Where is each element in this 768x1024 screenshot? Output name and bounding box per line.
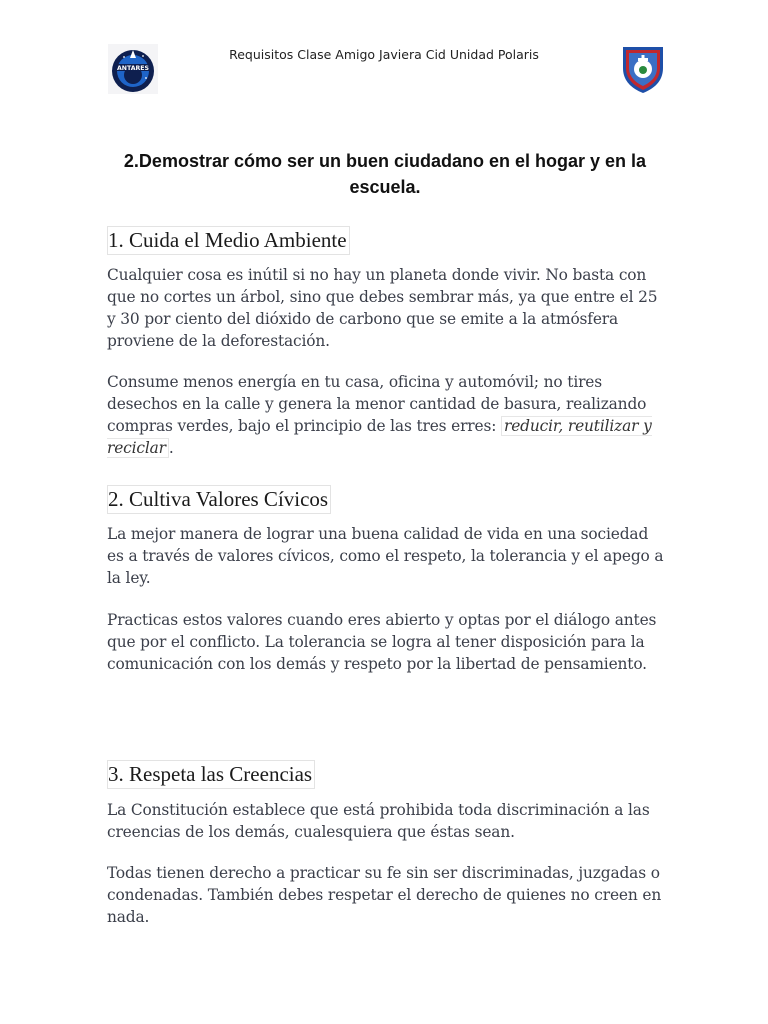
header-text: Requisitos Clase Amigo Javiera Cid Unidad Polaris [229, 47, 539, 62]
section-paragraph: Todas tienen derecho a practicar su fe sin ser discriminadas, juzgadas o condenadas. También debes respetar el derecho de quienes no creen en nada. [107, 864, 662, 926]
logo-text: ANTARES [117, 64, 149, 72]
section-heading: 2. Cultiva Valores Cívicos [107, 485, 331, 514]
paragraph-text: Consume menos energía en tu casa, oficina y automóvil; no tires desechos en la calle y genera la menor cantidad de basura, realizando compras verdes, bajo el principio de las tres erres: [107, 373, 647, 435]
section-valores-civicos [107, 485, 667, 675]
shield-logo-icon [620, 44, 666, 94]
section-paragraph [107, 371, 667, 459]
paragraph-end: . [168, 439, 174, 457]
section-creencias [107, 760, 667, 928]
section-paragraph: Practicas estos valores cuando eres abierto y optas por el diálogo antes que por el conflicto. La tolerancia se logra al tener disposición para la comunicación con los demás y respeto por la libertad de pensamiento. [107, 611, 657, 673]
emphasis-text: reducir, reutilizar y reciclar [107, 417, 652, 457]
section-medio-ambiente [107, 226, 667, 459]
page-title: 2.Demostrar cómo ser un buen ciudadano en el hogar y en la escuela. [123, 151, 647, 197]
page-header [0, 0, 768, 100]
section-heading: 3. Respeta las Creencias [107, 760, 315, 789]
section-paragraph: Cualquier cosa es inútil si no hay un planeta donde vivir. No basta con que no cortes un árbol, sino que debes sembrar más, ya que entre el 25 y 30 por ciento del dióxido de carbono que se emite a la atmósfera proviene de la deforestación. [107, 266, 658, 350]
section-paragraph: La Constitución establece que está prohibida toda discriminación a las creencias de los demás, cualesquiera que éstas sean. [107, 801, 650, 841]
section-heading: 1. Cuida el Medio Ambiente [107, 226, 350, 255]
section-paragraph: La mejor manera de lograr una buena calidad de vida en una sociedad es a través de valores cívicos, como el respeto, la tolerancia y el apego a la ley. [107, 525, 664, 587]
